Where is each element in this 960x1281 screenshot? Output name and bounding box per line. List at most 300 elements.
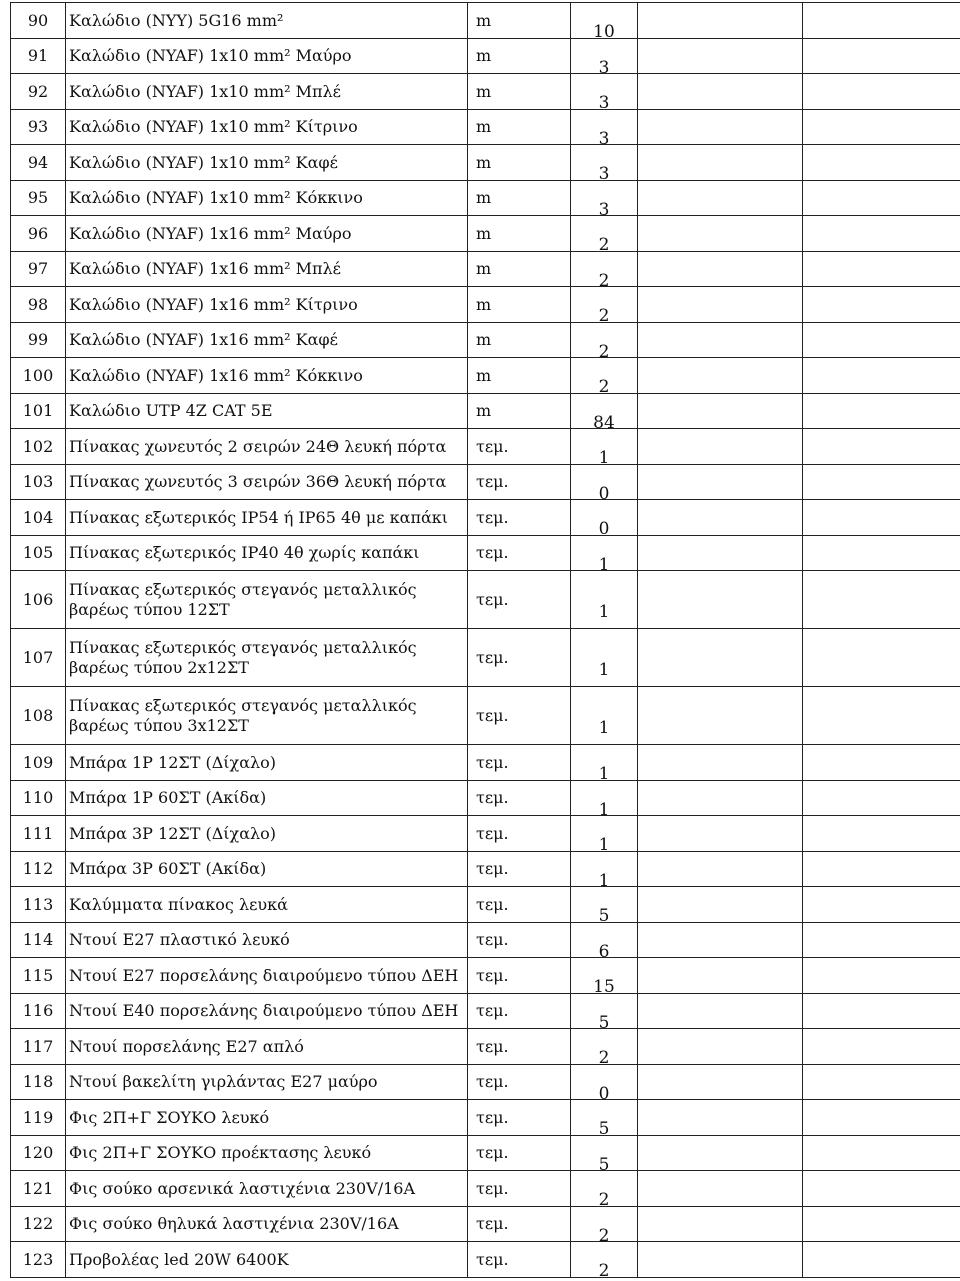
materials-table [10,2,960,1278]
empty-total-cell [803,687,960,745]
table-row [11,687,960,745]
table-row [11,816,960,852]
item-number-cell [11,322,66,358]
empty-total-cell [803,958,960,994]
item-number-cell [11,1242,66,1278]
item-description-cell [66,180,468,216]
item-quantity-text: 1 [571,718,637,738]
empty-price-cell [638,922,803,958]
empty-price-cell [638,535,803,571]
item-unit-cell [468,1206,571,1242]
table-row [11,322,960,358]
item-description-cell [66,816,468,852]
item-quantity-text: 3 [571,58,637,78]
item-description-cell [66,571,468,629]
table-row [11,74,960,110]
item-unit-cell [468,1242,571,1278]
table-row [11,1100,960,1136]
item-description-cell [66,38,468,74]
item-quantity-cell [571,1135,638,1171]
empty-price-cell [638,3,803,39]
item-quantity-text: 1 [571,800,637,820]
item-unit-cell [468,500,571,536]
item-quantity-cell [571,851,638,887]
item-quantity-text: 1 [571,448,637,468]
empty-total-cell [803,535,960,571]
empty-price-cell [638,180,803,216]
item-unit-cell [468,322,571,358]
item-quantity-text: 2 [571,1226,637,1246]
empty-price-cell [638,358,803,394]
item-quantity-text: 15 [571,977,637,997]
item-unit-cell [468,287,571,323]
item-description-cell [66,393,468,429]
item-number-text: 95 [11,188,65,207]
item-quantity-text: 0 [571,484,637,504]
item-unit-cell [468,464,571,500]
item-unit-cell [468,3,571,39]
item-quantity-text: 3 [571,164,637,184]
table-row [11,251,960,287]
empty-price-cell [638,464,803,500]
item-description-cell [66,887,468,923]
empty-price-cell [638,500,803,536]
item-unit-cell [468,1171,571,1207]
item-number-text: 108 [11,706,65,725]
item-number-text: 110 [11,788,65,807]
item-number-text: 96 [11,224,65,243]
item-unit-cell [468,429,571,465]
table-row [11,500,960,536]
item-unit-text: τεμ. [476,1108,570,1127]
item-number-text: 105 [11,543,65,562]
item-unit-cell [468,745,571,781]
item-description-text: Καλώδιο UTP 4Z CAT 5E [69,401,467,420]
empty-total-cell [803,38,960,74]
item-description-cell [66,74,468,110]
item-quantity-text: 2 [571,235,637,255]
item-unit-cell [468,180,571,216]
item-unit-text: τεμ. [476,472,570,491]
item-description-cell [66,958,468,994]
item-description-text: Πίνακας χωνευτός 2 σειρών 24Θ λευκή πόρτα [69,437,467,456]
item-description-text: Πίνακας εξωτερικός στεγανός μεταλλικός βαρέως τύπου 2x12ΣΤ [69,638,467,678]
item-description-cell [66,993,468,1029]
item-number-text: 119 [11,1108,65,1127]
item-unit-text: m [476,401,570,420]
empty-total-cell [803,1064,960,1100]
item-description-text: Καλώδιο (NYY) 5G16 mm² [69,11,467,30]
empty-price-cell [638,745,803,781]
item-description-text: Φις 2Π+Γ ΣΟΥΚΟ λευκό [69,1108,467,1127]
table-row [11,216,960,252]
item-number-cell [11,464,66,500]
item-description-text: Μπάρα 1P 60ΣΤ (Ακίδα) [69,788,467,807]
item-number-text: 112 [11,859,65,878]
item-quantity-cell [571,745,638,781]
empty-price-cell [638,38,803,74]
item-quantity-text: 2 [571,1261,637,1281]
item-unit-cell [468,535,571,571]
item-unit-text: m [476,224,570,243]
item-unit-cell [468,74,571,110]
item-description-text: Καλώδιο (NYAF) 1x10 mm² Μπλέ [69,82,467,101]
item-number-text: 115 [11,966,65,985]
empty-total-cell [803,464,960,500]
empty-price-cell [638,993,803,1029]
item-quantity-cell [571,887,638,923]
item-unit-cell [468,358,571,394]
item-quantity-cell [571,287,638,323]
empty-price-cell [638,1029,803,1065]
item-number-cell [11,629,66,687]
table-row [11,393,960,429]
item-quantity-cell [571,1029,638,1065]
item-description-cell [66,922,468,958]
item-number-text: 99 [11,330,65,349]
item-unit-cell [468,629,571,687]
table-row [11,3,960,39]
item-unit-text: τεμ. [476,895,570,914]
item-description-text: Προβολέας led 20W 6400K [69,1250,467,1269]
item-unit-text: m [476,188,570,207]
empty-total-cell [803,851,960,887]
item-unit-cell [468,1029,571,1065]
item-unit-text: τεμ. [476,437,570,456]
empty-total-cell [803,1206,960,1242]
table-row [11,535,960,571]
item-unit-text: m [476,366,570,385]
item-unit-cell [468,571,571,629]
item-quantity-text: 0 [571,519,637,539]
empty-total-cell [803,571,960,629]
item-number-cell [11,780,66,816]
item-description-cell [66,1100,468,1136]
item-quantity-cell [571,38,638,74]
item-quantity-text: 3 [571,200,637,220]
table-row [11,429,960,465]
item-number-cell [11,1135,66,1171]
empty-price-cell [638,109,803,145]
empty-price-cell [638,780,803,816]
item-quantity-cell [571,1242,638,1278]
empty-total-cell [803,3,960,39]
item-unit-text: τεμ. [476,859,570,878]
empty-total-cell [803,1135,960,1171]
item-description-text: Καλώδιο (NYAF) 1x16 mm² Καφέ [69,330,467,349]
item-number-text: 120 [11,1143,65,1162]
item-unit-cell [468,1064,571,1100]
item-number-cell [11,429,66,465]
empty-price-cell [638,629,803,687]
item-description-cell [66,216,468,252]
empty-total-cell [803,109,960,145]
item-description-cell [66,464,468,500]
item-quantity-cell [571,464,638,500]
item-quantity-text: 1 [571,660,637,680]
empty-price-cell [638,1242,803,1278]
item-unit-cell [468,1135,571,1171]
empty-total-cell [803,922,960,958]
item-number-cell [11,358,66,394]
empty-price-cell [638,887,803,923]
item-number-text: 94 [11,153,65,172]
item-description-text: Καλώδιο (NYAF) 1x16 mm² Μπλέ [69,259,467,278]
empty-total-cell [803,216,960,252]
item-quantity-cell [571,780,638,816]
empty-total-cell [803,251,960,287]
item-quantity-cell [571,1206,638,1242]
item-description-cell [66,500,468,536]
item-quantity-cell [571,358,638,394]
item-description-text: Καλώδιο (NYAF) 1x10 mm² Μαύρο [69,46,467,65]
item-number-cell [11,74,66,110]
item-description-text: Πίνακας εξωτερικός IP40 4θ χωρίς καπάκι [69,543,467,562]
item-quantity-cell [571,816,638,852]
item-number-cell [11,1171,66,1207]
item-unit-text: τεμ. [476,1037,570,1056]
empty-price-cell [638,1206,803,1242]
item-description-cell [66,1029,468,1065]
empty-total-cell [803,887,960,923]
item-quantity-text: 10 [571,22,637,42]
item-description-cell [66,3,468,39]
item-description-cell [66,429,468,465]
item-quantity-text: 6 [571,942,637,962]
table-row [11,38,960,74]
item-quantity-text: 5 [571,1119,637,1139]
item-description-cell [66,1206,468,1242]
item-unit-cell [468,851,571,887]
item-quantity-text: 2 [571,306,637,326]
item-number-text: 101 [11,401,65,420]
item-description-cell [66,745,468,781]
item-quantity-text: 1 [571,764,637,784]
item-number-cell [11,251,66,287]
item-description-text: Ντουί E27 πορσελάνης διαιρούμενο τύπου ΔΕΗ [69,966,467,985]
item-number-cell [11,816,66,852]
empty-total-cell [803,74,960,110]
item-quantity-cell [571,500,638,536]
empty-total-cell [803,629,960,687]
item-number-cell [11,993,66,1029]
item-unit-text: τεμ. [476,930,570,949]
item-unit-cell [468,958,571,994]
table-row [11,145,960,181]
item-number-cell [11,109,66,145]
empty-price-cell [638,958,803,994]
empty-price-cell [638,1064,803,1100]
item-number-cell [11,958,66,994]
item-quantity-cell [571,145,638,181]
item-unit-text: τεμ. [476,543,570,562]
item-quantity-cell [571,535,638,571]
table-row [11,287,960,323]
item-unit-text: τεμ. [476,1250,570,1269]
item-quantity-text: 84 [571,413,637,433]
empty-price-cell [638,1135,803,1171]
item-number-cell [11,393,66,429]
empty-total-cell [803,500,960,536]
item-unit-cell [468,687,571,745]
table-row [11,180,960,216]
empty-total-cell [803,1100,960,1136]
item-description-cell [66,251,468,287]
item-number-text: 113 [11,895,65,914]
item-unit-cell [468,216,571,252]
item-description-text: Φις 2Π+Γ ΣΟΥΚΟ προέκτασης λευκό [69,1143,467,1162]
item-unit-cell [468,145,571,181]
item-description-cell [66,780,468,816]
empty-total-cell [803,393,960,429]
empty-price-cell [638,251,803,287]
empty-price-cell [638,1100,803,1136]
empty-price-cell [638,145,803,181]
item-unit-cell [468,38,571,74]
item-description-text: Καλώδιο (NYAF) 1x16 mm² Κόκκινο [69,366,467,385]
item-unit-text: τεμ. [476,590,570,609]
item-quantity-cell [571,629,638,687]
empty-total-cell [803,1171,960,1207]
table-row [11,851,960,887]
item-quantity-cell [571,922,638,958]
item-quantity-text: 3 [571,93,637,113]
item-number-text: 103 [11,472,65,491]
item-number-text: 102 [11,437,65,456]
item-unit-text: m [476,330,570,349]
table-row [11,1135,960,1171]
table-row [11,109,960,145]
item-description-text: Καλώδιο (NYAF) 1x10 mm² Κόκκινο [69,188,467,207]
empty-total-cell [803,1242,960,1278]
table-row [11,1064,960,1100]
item-description-text: Μπάρα 1P 12ΣΤ (Δίχαλο) [69,753,467,772]
item-unit-text: τεμ. [476,508,570,527]
empty-price-cell [638,687,803,745]
table-row [11,1029,960,1065]
item-number-cell [11,687,66,745]
item-quantity-text: 2 [571,1048,637,1068]
item-number-text: 104 [11,508,65,527]
item-unit-text: τεμ. [476,966,570,985]
item-quantity-cell [571,251,638,287]
item-description-text: Φις σούκο αρσενικά λαστιχένια 230V/16A [69,1179,467,1198]
item-number-text: 114 [11,930,65,949]
table-row [11,745,960,781]
empty-total-cell [803,358,960,394]
item-number-text: 100 [11,366,65,385]
empty-total-cell [803,180,960,216]
item-number-cell [11,145,66,181]
item-number-text: 91 [11,46,65,65]
empty-total-cell [803,322,960,358]
item-number-text: 107 [11,648,65,667]
item-quantity-cell [571,1171,638,1207]
item-unit-cell [468,393,571,429]
materials-table-body [11,3,960,1278]
item-description-cell [66,629,468,687]
table-row [11,1206,960,1242]
empty-price-cell [638,1171,803,1207]
item-quantity-text: 0 [571,1084,637,1104]
item-unit-text: τεμ. [476,1179,570,1198]
table-row [11,571,960,629]
item-description-text: Ντουί E40 πορσελάνης διαιρούμενο τύπου ΔΕΗ [69,1001,467,1020]
empty-total-cell [803,1029,960,1065]
item-quantity-cell [571,322,638,358]
item-description-text: Καλύμματα πίνακος λευκά [69,895,467,914]
item-description-cell [66,358,468,394]
item-unit-text: τεμ. [476,648,570,667]
empty-total-cell [803,816,960,852]
empty-price-cell [638,322,803,358]
item-quantity-cell [571,958,638,994]
item-number-cell [11,535,66,571]
table-row [11,358,960,394]
item-quantity-text: 2 [571,271,637,291]
item-number-cell [11,216,66,252]
item-description-cell [66,535,468,571]
item-description-text: Ντουί βακελίτη γιρλάντας E27 μαύρο [69,1072,467,1091]
table-row [11,780,960,816]
empty-price-cell [638,216,803,252]
item-unit-cell [468,887,571,923]
empty-total-cell [803,145,960,181]
item-unit-text: m [476,295,570,314]
item-description-cell [66,1171,468,1207]
item-number-cell [11,1100,66,1136]
item-description-cell [66,287,468,323]
item-unit-text: τεμ. [476,1001,570,1020]
table-row [11,887,960,923]
item-quantity-text: 1 [571,555,637,575]
item-description-text: Μπάρα 3P 12ΣΤ (Δίχαλο) [69,824,467,843]
table-row [11,464,960,500]
item-quantity-cell [571,109,638,145]
table-row [11,629,960,687]
item-description-cell [66,322,468,358]
item-quantity-text: 5 [571,1013,637,1033]
item-unit-cell [468,1100,571,1136]
item-number-text: 118 [11,1072,65,1091]
empty-price-cell [638,429,803,465]
item-number-cell [11,500,66,536]
item-number-text: 92 [11,82,65,101]
item-description-text: Καλώδιο (NYAF) 1x10 mm² Καφέ [69,153,467,172]
item-description-text: Καλώδιο (NYAF) 1x10 mm² Κίτρινο [69,117,467,136]
item-description-cell [66,1242,468,1278]
item-number-cell [11,887,66,923]
item-unit-cell [468,251,571,287]
item-quantity-cell [571,393,638,429]
empty-price-cell [638,74,803,110]
item-unit-text: m [476,11,570,30]
item-number-cell [11,287,66,323]
item-unit-text: τεμ. [476,706,570,725]
item-number-text: 106 [11,590,65,609]
empty-total-cell [803,287,960,323]
item-number-cell [11,3,66,39]
item-number-text: 123 [11,1250,65,1269]
item-number-text: 121 [11,1179,65,1198]
item-quantity-cell [571,3,638,39]
empty-price-cell [638,287,803,323]
item-quantity-text: 2 [571,377,637,397]
item-quantity-cell [571,687,638,745]
item-description-text: Καλώδιο (NYAF) 1x16 mm² Κίτρινο [69,295,467,314]
item-number-text: 111 [11,824,65,843]
item-unit-text: τεμ. [476,788,570,807]
